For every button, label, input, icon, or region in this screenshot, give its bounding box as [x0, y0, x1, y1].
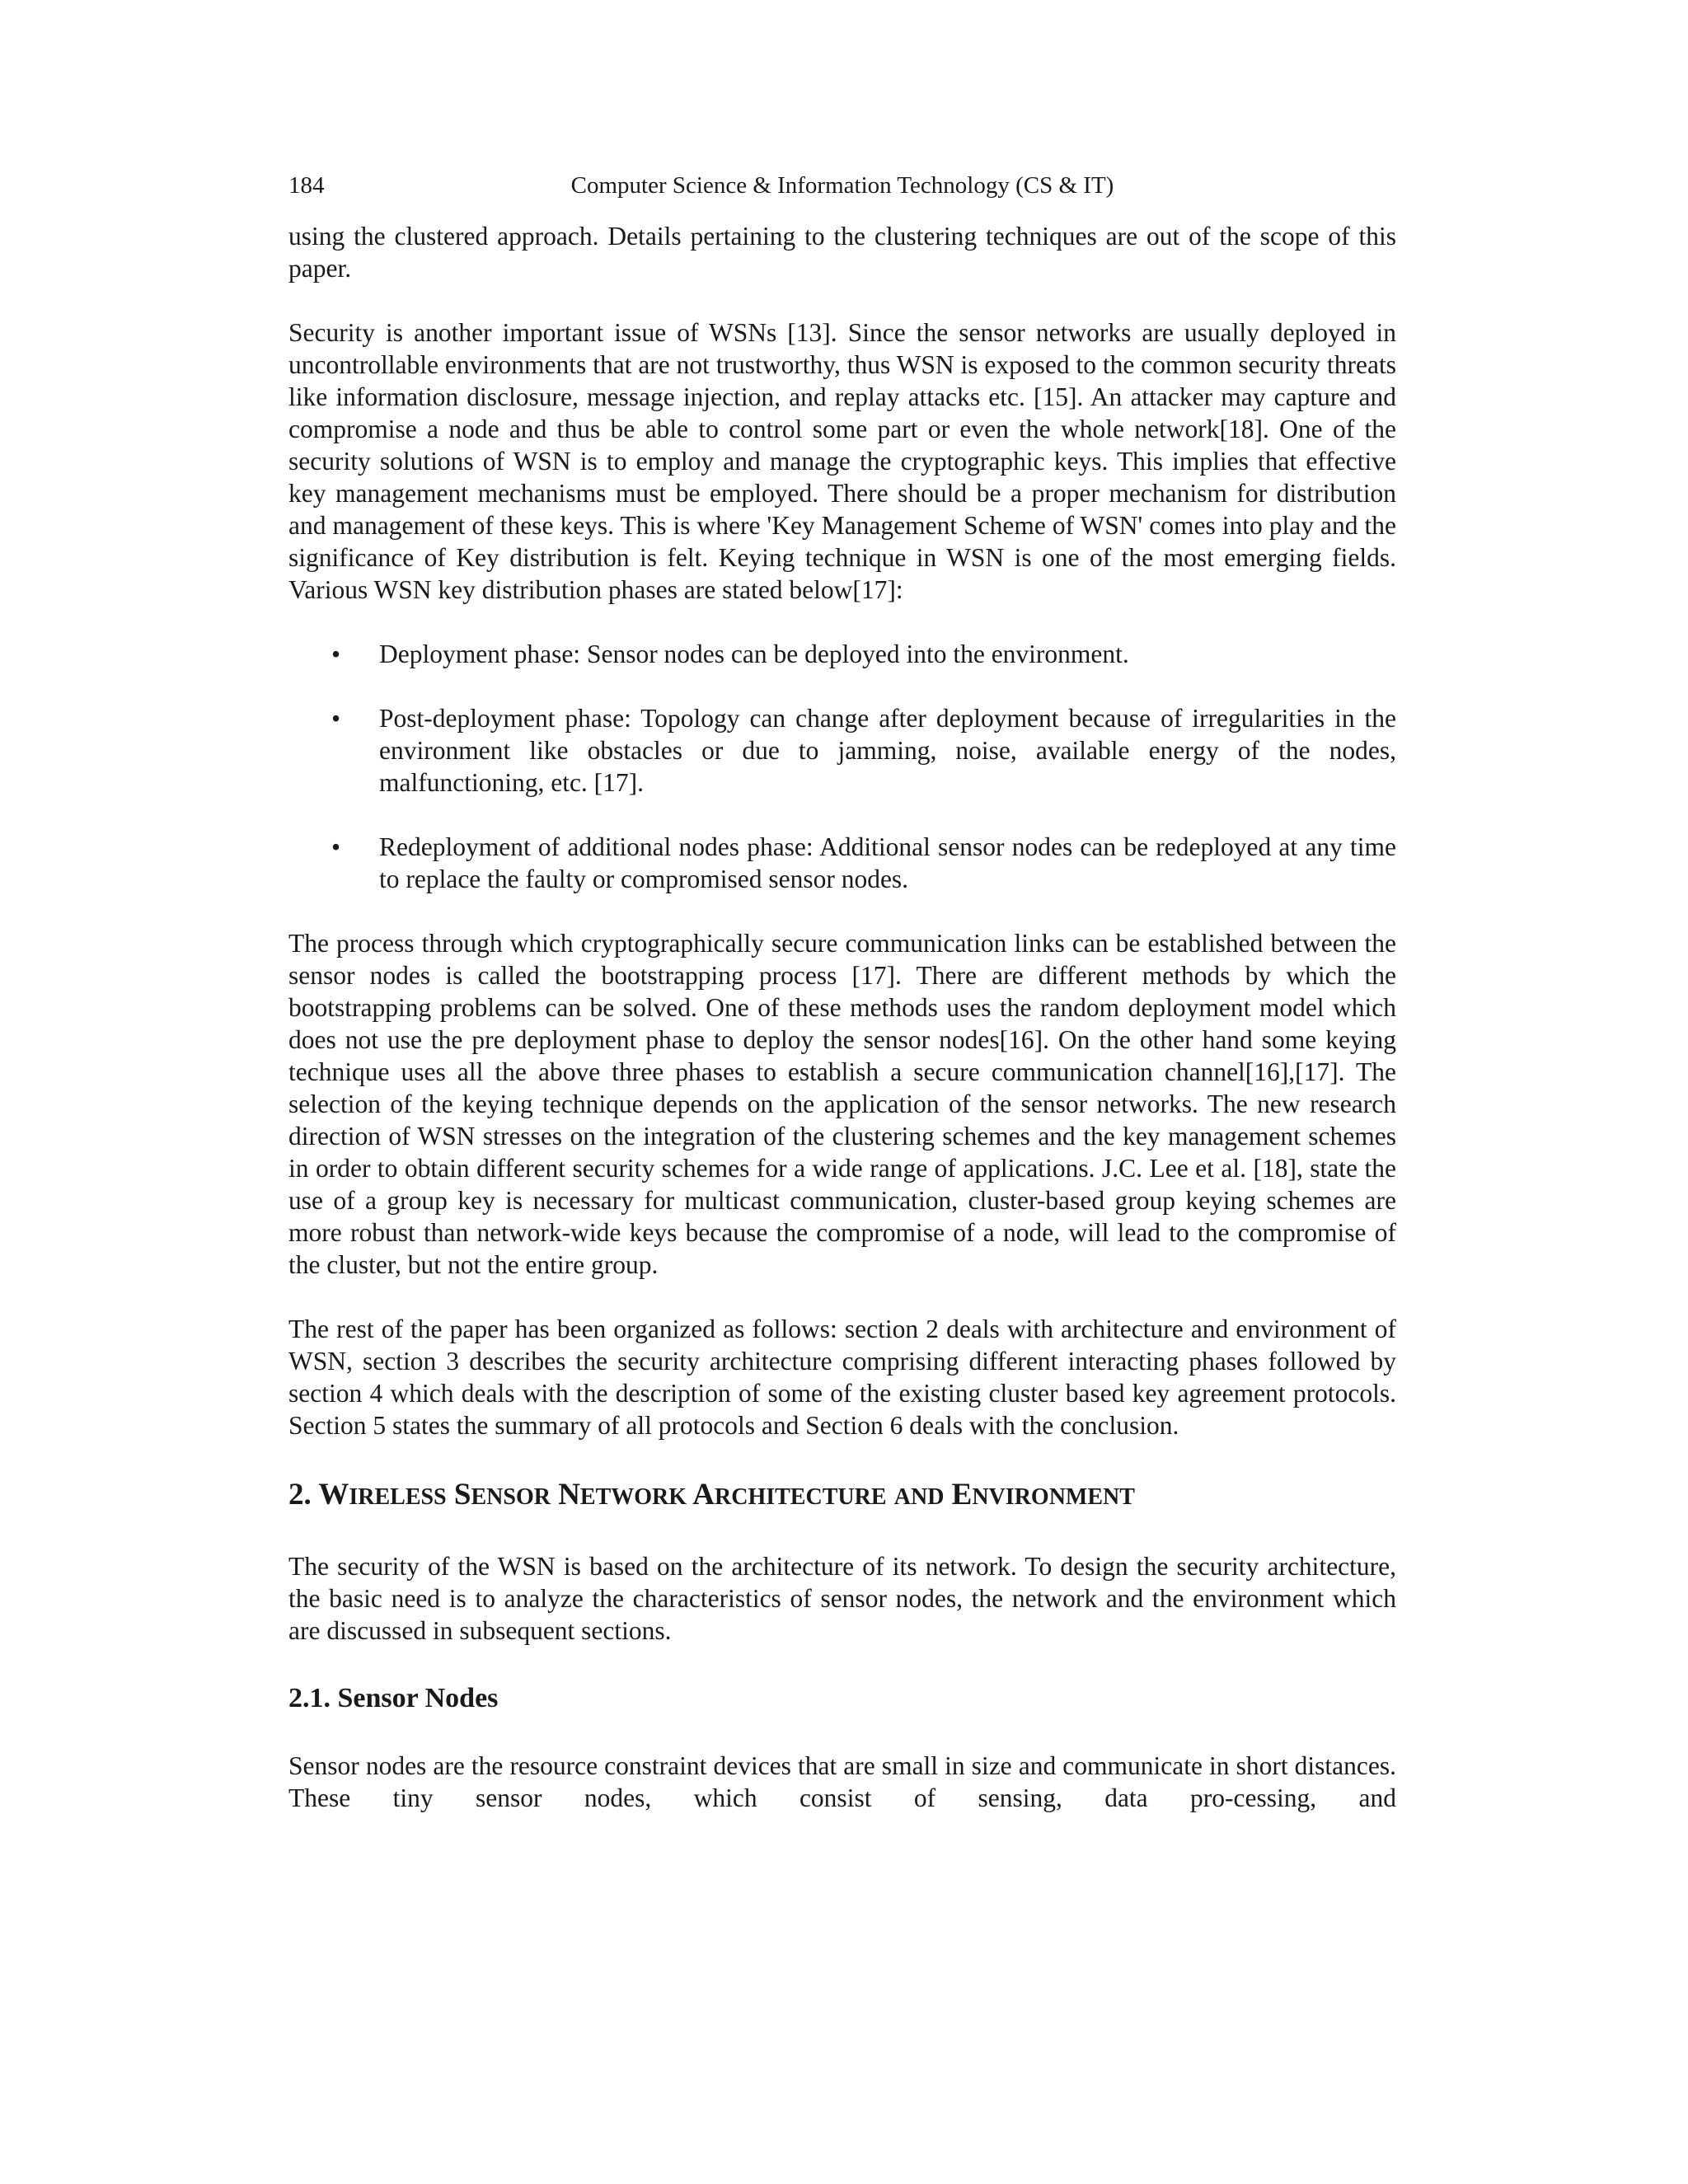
paragraph-bootstrapping: The process through which cryptographically secure communication links can be established between the sensor nodes is called the bootstrapping process [17]. There are different methods by which the bootstrapping problems can be solved. One of these methods uses the random deployment model which does not use the pre deployment phase to deploy the sensor nodes[16]. On the other hand some keying technique uses all the above three phases to establish a secure communication channel[16],[17]. The selection of the keying technique depends on the application of the sensor networks. The new research direction of WSN stresses on the integration of the clustering schemes and the key management schemes in order to obtain different security schemes for a wide range of applications. J.C. Lee et al. [18], state the use of a group key is necessary for multicast communication, cluster-based group keying schemes are more robust than network-wide keys because the compromise of a node, will lead to the compromise of the cluster, but not the entire group.: [288, 929, 1396, 1279]
section-number: 2.: [288, 1478, 312, 1511]
list-item-text: Deployment phase: Sensor nodes can be deployed into the environment.: [379, 640, 1129, 668]
list-item: [288, 638, 1396, 670]
section-title-initial: W: [318, 1478, 349, 1511]
paragraph-security-issue: Security is another important issue of WSNs [13]. Since the sensor networks are usually deployed in uncontrollable environments that are not trustworthy, thus WSN is exposed to the common security threats like information disclosure, message injection, and replay attacks etc. [15]. An attacker may capture and compromise a node and thus be able to control some part or even the whole network[18]. One of the security solutions of WSN is to employ and manage the cryptographic keys. This implies that effective key management mechanisms must be employed. There should be a proper mechanism for distribution and management of these keys. This is where 'Key Management Scheme of WSN' comes into play and the significance of Key distribution is felt. Keying technique in WSN is one of the most emerging fields. Various WSN key distribution phases are stated below[17]:: [288, 318, 1396, 604]
section-title-initial: A: [692, 1478, 715, 1511]
section-title-rest: ENSOR: [471, 1484, 551, 1510]
paragraph-paper-organization: The rest of the paper has been organized as follows: section 2 deals with architecture and environment of WSN, section 3 describes the security architecture comprising different interacting phases followed by section 4 which deals with the description of some of the existing cluster based key agreement protocols. Section 5 states the summary of all protocols and Section 6 deals with the conclusion.: [288, 1315, 1396, 1440]
bullet-icon: •: [331, 832, 341, 861]
section-heading: [288, 1474, 1396, 1518]
section-title-rest: AND: [893, 1484, 945, 1510]
list-item-text: Post-deployment phase: Topology can change after deployment because of irregularities in the environment like obstacles or due to jamming, noise, available energy of the nodes, malfunctioning, etc. [17].: [379, 704, 1396, 797]
list-item: [288, 702, 1396, 799]
section-title-rest: IRELESS: [349, 1484, 447, 1510]
section-title-initial: N: [558, 1478, 580, 1511]
section-title-rest: RCHITECTURE: [715, 1484, 887, 1510]
journal-title: Computer Science & Information Technology (CS & IT): [570, 172, 1114, 199]
section-title-rest: ETWORK: [579, 1484, 687, 1510]
list-item-text: Redeployment of additional nodes phase: Additional sensor nodes can be redeployed at any time to replace the faulty or compromised sensor nodes.: [379, 832, 1396, 893]
page-content: [288, 169, 1396, 1814]
key-distribution-phases-list: [288, 638, 1396, 895]
running-header: [288, 169, 1396, 202]
section-title-initial: E: [951, 1478, 973, 1511]
section-title-rest: NVIRONMENT: [972, 1484, 1135, 1510]
paragraph-clustered-approach: using the clustered approach. Details pertaining to the clustering techniques are out of the scope of this paper.: [288, 222, 1396, 283]
paragraph-sensor-nodes: Sensor nodes are the resource constraint devices that are small in size and communicate in short distances. These tiny sensor nodes, which consist of sensing, data pro-cessing, and: [288, 1751, 1396, 1812]
subsection-heading: 2.1. Sensor Nodes: [288, 1683, 499, 1713]
paragraph-security-architecture: The security of the WSN is based on the architecture of its network. To design the security architecture, the basic need is to analyze the characteristics of sensor nodes, the network and the environment which are discussed in subsequent sections.: [288, 1552, 1396, 1645]
section-title-initial: S: [453, 1478, 471, 1511]
page-number: 184: [288, 172, 325, 199]
list-item: [288, 831, 1396, 895]
bullet-icon: •: [331, 640, 341, 668]
bullet-icon: •: [331, 704, 341, 733]
section-title: [318, 1478, 1135, 1511]
